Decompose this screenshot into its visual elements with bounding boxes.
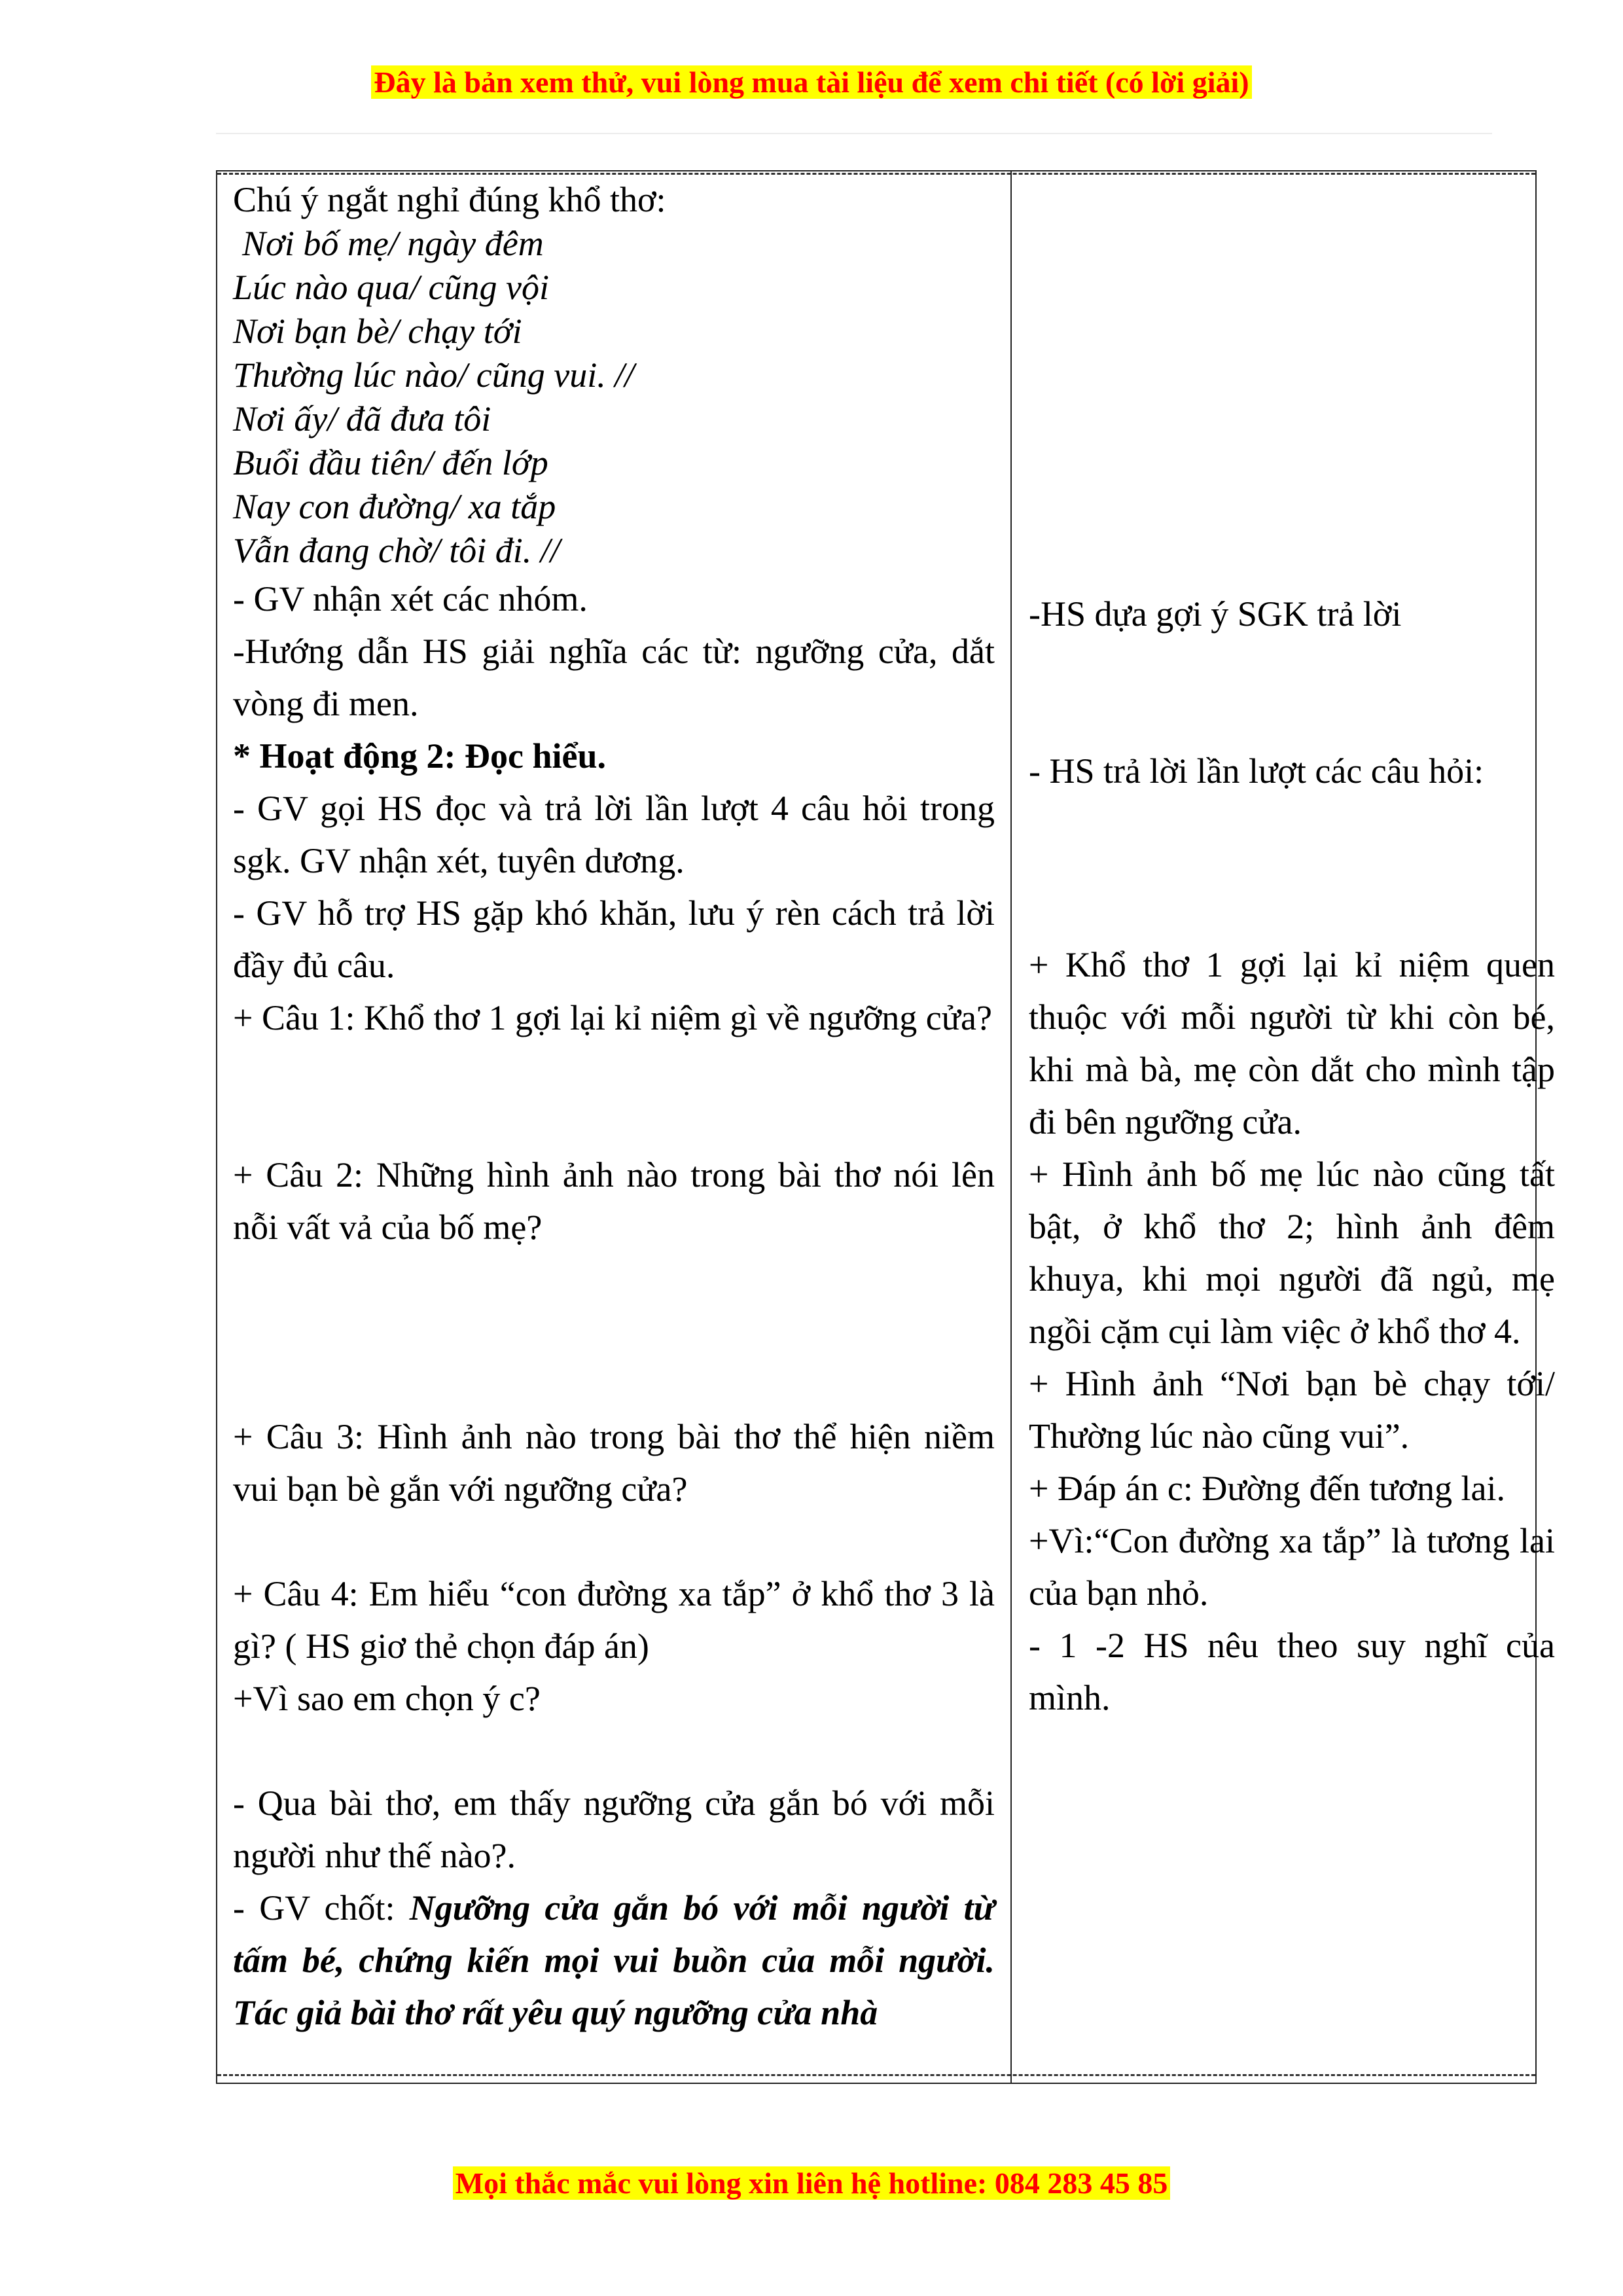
question-4: + Câu 4: Em hiểu “con đường xa tắp” ở khổ thơ 3 là gì? ( HS giơ thẻ chọn đáp án) (233, 1574, 995, 1666)
hotline-banner-text: Mọi thắc mắc vui lòng xin liên hệ hotline: 084 283 45 85 (453, 2166, 1171, 2200)
poem-line: Nơi ấy/ đã đưa tôi (233, 399, 491, 439)
gv-call-text: - GV gọi HS đọc và trả lời lần lượt 4 câu hỏi trong sgk. GV nhận xét, tuyên dương. (233, 789, 995, 880)
poem-intro: Chú ý ngắt nghỉ đúng khổ thơ: (233, 180, 666, 219)
teacher-activities-column (233, 178, 995, 2039)
preview-banner (0, 64, 1623, 101)
spacer (1029, 171, 1555, 588)
poem-line: Thường lúc nào/ cũng vui. // (233, 355, 635, 395)
guide-text: -Hướng dẫn HS giải nghĩa các từ: ngưỡng cửa, dắt vòng đi men. (233, 632, 995, 723)
spacer (233, 1044, 995, 1149)
answer-1: + Khổ thơ 1 gợi lại kỉ niệm quen thuộc với mỗi người từ khi còn bé, khi mà bà, mẹ còn dắt cho mình tập đi bên ngưỡng cửa. (1029, 945, 1555, 1141)
header-divider (216, 133, 1492, 134)
student-activities-column (1029, 171, 1555, 1724)
preview-banner-text: Đây là bản xem thử, vui lòng mua tài liệu để xem chi tiết (có lời giải) (371, 65, 1251, 99)
answer-3: + Hình ảnh “Nơi bạn bè chạy tới/ Thường lúc nào cũng vui”. (1029, 1364, 1555, 1456)
poem-line: Nơi bố mẹ/ ngày đêm (242, 224, 544, 263)
spacer (1029, 797, 1555, 939)
lesson-table (216, 170, 1555, 2084)
hotline-banner (0, 2165, 1623, 2202)
question-2: + Câu 2: Những hình ảnh nào trong bài thơ nói lên nỗi vất vả của bố mẹ? (233, 1155, 995, 1247)
question-1: + Câu 1: Khổ thơ 1 gợi lại kỉ niệm gì về ngưỡng cửa? (233, 998, 992, 1037)
poem-line: Lúc nào qua/ cũng vội (233, 268, 549, 307)
gv-remark: - GV nhận xét các nhóm. (233, 579, 588, 619)
table-bottom-dashed-border (217, 2074, 1535, 2076)
poem-line: Nay con đường/ xa tắp (233, 487, 556, 526)
conclusion (233, 1882, 995, 2039)
summary-question: - Qua bài thơ, em thấy ngưỡng cửa gắn bó với mỗi người như thế nào?. (233, 1784, 995, 1875)
question-3: + Câu 3: Hình ảnh nào trong bài thơ thể hiện niềm vui bạn bè gắn với ngưỡng cửa? (233, 1417, 995, 1509)
answer-2: + Hình ảnh bố mẹ lúc nào cũng tất bật, ở khổ thơ 2; hình ảnh đêm khuya, khi mọi người đã ngủ, mẹ ngồi cặm cụi làm việc ở khổ thơ 4. (1029, 1155, 1555, 1351)
poem-line: Vẫn đang chờ/ tôi đi. // (233, 531, 560, 570)
answer-4: + Đáp án c: Đường đến tương lai. (1029, 1469, 1505, 1508)
poem-line: Buổi đầu tiên/ đến lớp (233, 443, 548, 482)
answer-all-questions: - HS trả lời lần lượt các câu hỏi: (1029, 751, 1484, 791)
answer-sgk: -HS dựa gợi ý SGK trả lời (1029, 594, 1402, 634)
spacer (233, 1725, 995, 1777)
spacer (233, 1515, 995, 1568)
conclusion-prefix: - GV chốt: (233, 1888, 410, 1928)
gv-support-text: - GV hỗ trợ HS gặp khó khăn, lưu ý rèn cách trả lời đầy đủ câu. (233, 893, 995, 985)
poem-line: Nơi bạn bè/ chạy tới (233, 312, 522, 351)
question-4-why: +Vì sao em chọn ý c? (233, 1679, 541, 1718)
answer-4-why: +Vì:“Con đường xa tắp” là tương lai của bạn nhỏ. (1029, 1521, 1555, 1613)
answer-summary: - 1 -2 HS nêu theo suy nghĩ của mình. (1029, 1626, 1555, 1717)
column-divider (1010, 171, 1012, 2083)
spacer (233, 1253, 995, 1410)
activity-title: * Hoạt động 2: Đọc hiểu. (233, 736, 607, 776)
spacer (1029, 640, 1555, 745)
conclusion-text: Ngưỡng cửa gắn bó với mỗi người từ tấm bé, chứng kiến mọi vui buồn của mỗi người. Tác giả bài thơ rất yêu quý ngưỡng cửa nhà (233, 1888, 995, 2032)
